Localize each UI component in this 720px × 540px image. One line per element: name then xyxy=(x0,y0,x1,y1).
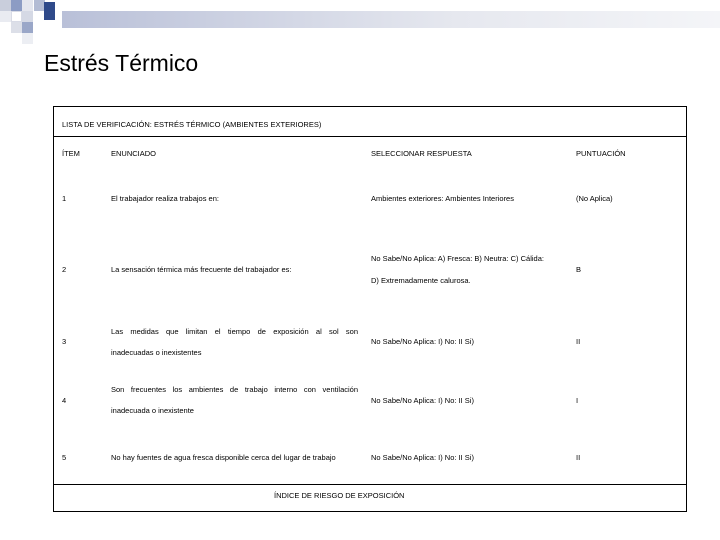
decorative-square xyxy=(22,33,33,44)
row-statement: No hay fuentes de agua fresca disponible cerca del lugar de trabajo xyxy=(111,453,336,462)
table-caption: LISTA DE VERIFICACIÓN: ESTRÉS TÉRMICO (AMBIENTES EXTERIORES) xyxy=(62,120,322,129)
row-score: II xyxy=(576,453,581,462)
row-statement: Las medidas que limitan el tiempo de exposición al sol son xyxy=(111,327,358,336)
row-item: 1 xyxy=(62,194,67,203)
header-score: PUNTUACIÓN xyxy=(576,149,626,158)
row-item: 3 xyxy=(62,337,67,346)
decorative-square xyxy=(0,11,11,22)
row-score: (No Aplica) xyxy=(576,194,613,203)
page-title: Estrés Térmico xyxy=(44,50,199,76)
checklist-table xyxy=(53,106,687,512)
row-statement-cont: inadecuadas o inexistentes xyxy=(111,348,202,357)
decorative-square xyxy=(44,2,55,20)
row-score: I xyxy=(576,396,579,405)
row-statement: La sensación térmica más frecuente del trabajador es: xyxy=(111,265,292,274)
row-response: No Sabe/No Aplica: I) No: II Si) xyxy=(371,337,474,346)
table-footer: ÍNDICE DE RIESGO DE EXPOSICIÓN xyxy=(274,491,405,500)
row-item: 2 xyxy=(62,265,67,274)
row-statement-cont: inadecuada o inexistente xyxy=(111,406,194,415)
row-score: B xyxy=(576,265,582,274)
decorative-square xyxy=(22,11,33,22)
decorative-banner xyxy=(62,11,720,28)
header-item: ÍTEM xyxy=(62,149,80,158)
header-response: SELECCIONAR RESPUESTA xyxy=(371,149,472,158)
table-divider xyxy=(54,484,686,485)
decorative-square xyxy=(22,22,33,33)
decorative-square xyxy=(0,0,11,11)
row-response: No Sabe/No Aplica: A) Fresca: B) Neutra: C) Cálida: xyxy=(371,254,544,263)
table-divider xyxy=(54,136,686,137)
row-item: 4 xyxy=(62,396,67,405)
decorative-square xyxy=(11,22,22,33)
decorative-square xyxy=(11,11,22,22)
decorative-square xyxy=(22,0,33,11)
row-score: II xyxy=(576,337,581,346)
row-response: No Sabe/No Aplica: I) No: II Si) xyxy=(371,396,474,405)
row-statement: Son frecuentes los ambientes de trabajo interno con ventilación xyxy=(111,385,358,394)
header-statement: ENUNCIADO xyxy=(111,149,157,158)
row-response: Ambientes exteriores: Ambientes Interiores xyxy=(371,194,514,203)
row-response-cont: D) Extremadamente calurosa. xyxy=(371,276,471,285)
row-item: 5 xyxy=(62,453,67,462)
decorative-square xyxy=(11,0,22,11)
row-response: No Sabe/No Aplica: I) No: II Si) xyxy=(371,453,474,462)
row-statement: El trabajador realiza trabajos en: xyxy=(111,194,219,203)
